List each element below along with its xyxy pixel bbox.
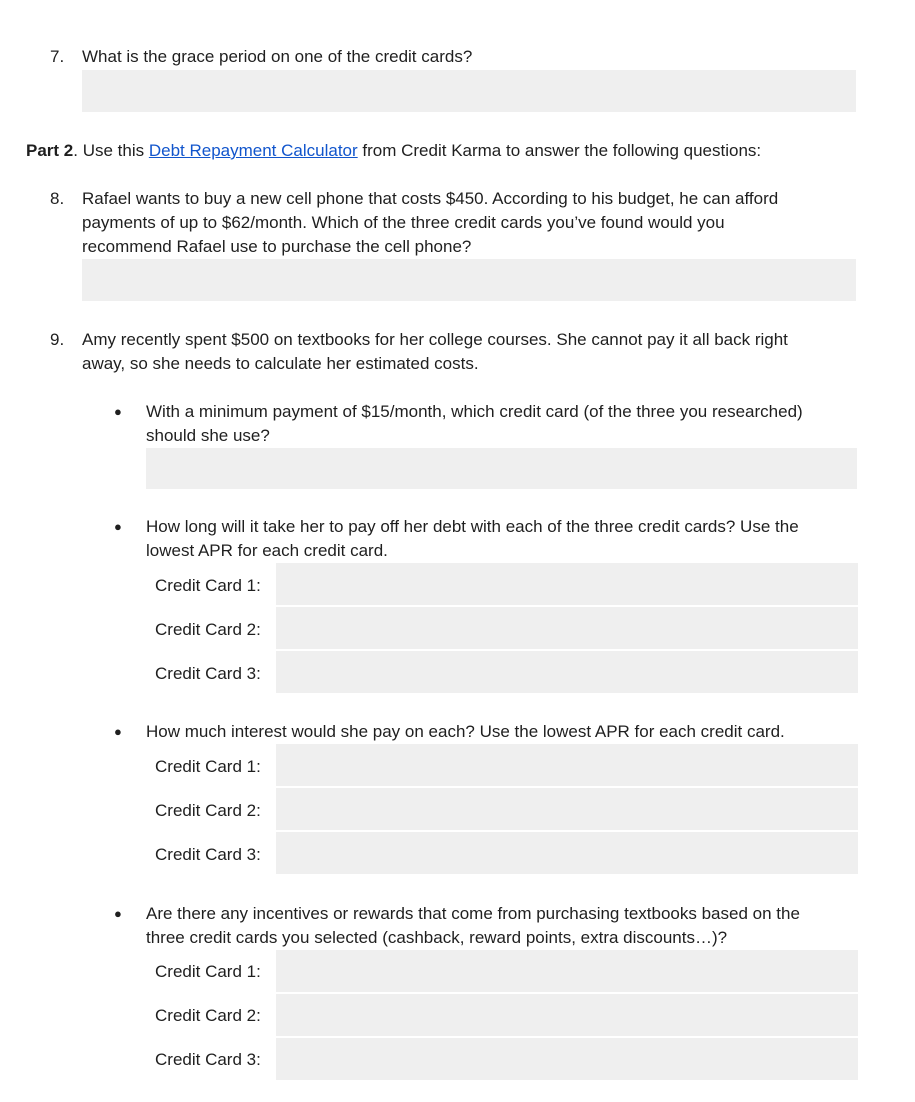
answer-field-q7[interactable] <box>82 70 856 112</box>
q9-b4-credit-card-3-label: Credit Card 3: <box>155 1050 261 1069</box>
question-9-line-1: Amy recently spent $500 on textbooks for her college courses. She cannot pay it all back right <box>82 330 788 349</box>
part-2-intro <box>26 139 761 163</box>
q9-b3-credit-card-1-label: Credit Card 1: <box>155 757 261 776</box>
q9-bullet-2-line-1: How long will it take her to pay off her debt with each of the three credit cards? Use the <box>146 517 799 536</box>
bullet-icon: ● <box>114 724 122 739</box>
q9-bullet-4-line-2: three credit cards you selected (cashback, reward points, extra discounts…)? <box>146 928 728 947</box>
part-2-pre-link: . Use this <box>73 141 149 160</box>
q9-bullet-4-line-1: Are there any incentives or rewards that come from purchasing textbooks based on the <box>146 904 800 923</box>
question-7-number: 7. <box>50 47 65 66</box>
question-8-line-2: payments of up to $62/month. Which of the three credit cards you’ve found would you <box>82 213 725 232</box>
q9-bullet-3-line-1: How much interest would she pay on each? Use the lowest APR for each credit card. <box>146 722 785 741</box>
q9-b2-credit-card-2-field[interactable] <box>276 607 858 649</box>
q9-b2-credit-card-3-field[interactable] <box>276 651 858 693</box>
q9-b3-credit-card-3-label: Credit Card 3: <box>155 845 261 864</box>
q9-b4-credit-card-1-label: Credit Card 1: <box>155 962 261 981</box>
part-2-label: Part 2 <box>26 141 74 160</box>
answer-field-q9-bullet-1[interactable] <box>146 448 857 489</box>
part-2-post-link: from Credit Karma to answer the following questions: <box>357 141 762 160</box>
question-8-line-3: recommend Rafael use to purchase the cell phone? <box>82 237 472 256</box>
bullet-icon: ● <box>114 404 122 419</box>
question-9-number: 9. <box>50 330 65 349</box>
q9-b4-credit-card-2-label: Credit Card 2: <box>155 1006 261 1025</box>
question-7-text: What is the grace period on one of the credit cards? <box>82 47 473 66</box>
q9-b3-credit-card-2-label: Credit Card 2: <box>155 801 261 820</box>
q9-b2-credit-card-2-label: Credit Card 2: <box>155 620 261 639</box>
question-8-number: 8. <box>50 189 65 208</box>
q9-bullet-1-line-1: With a minimum payment of $15/month, which credit card (of the three you researched) <box>146 402 803 421</box>
q9-b3-credit-card-3-field[interactable] <box>276 832 858 874</box>
bullet-icon: ● <box>114 519 122 534</box>
question-9-line-2: away, so she needs to calculate her estimated costs. <box>82 354 479 373</box>
q9-b4-credit-card-3-field[interactable] <box>276 1038 858 1080</box>
bullet-icon: ● <box>114 906 122 921</box>
question-8-line-1: Rafael wants to buy a new cell phone that costs $450. According to his budget, he can afford <box>82 189 779 208</box>
q9-b4-credit-card-2-field[interactable] <box>276 994 858 1036</box>
q9-b2-credit-card-1-label: Credit Card 1: <box>155 576 261 595</box>
q9-b3-credit-card-1-field[interactable] <box>276 744 858 786</box>
q9-bullet-1-line-2: should she use? <box>146 426 270 445</box>
q9-b2-credit-card-3-label: Credit Card 3: <box>155 664 261 683</box>
q9-b2-credit-card-1-field[interactable] <box>276 563 858 605</box>
q9-bullet-2-line-2: lowest APR for each credit card. <box>146 541 388 560</box>
answer-field-q8[interactable] <box>82 259 856 301</box>
debt-repayment-calculator-link[interactable]: Debt Repayment Calculator <box>148 141 358 160</box>
q9-b4-credit-card-1-field[interactable] <box>276 950 858 992</box>
q9-b3-credit-card-2-field[interactable] <box>276 788 858 830</box>
